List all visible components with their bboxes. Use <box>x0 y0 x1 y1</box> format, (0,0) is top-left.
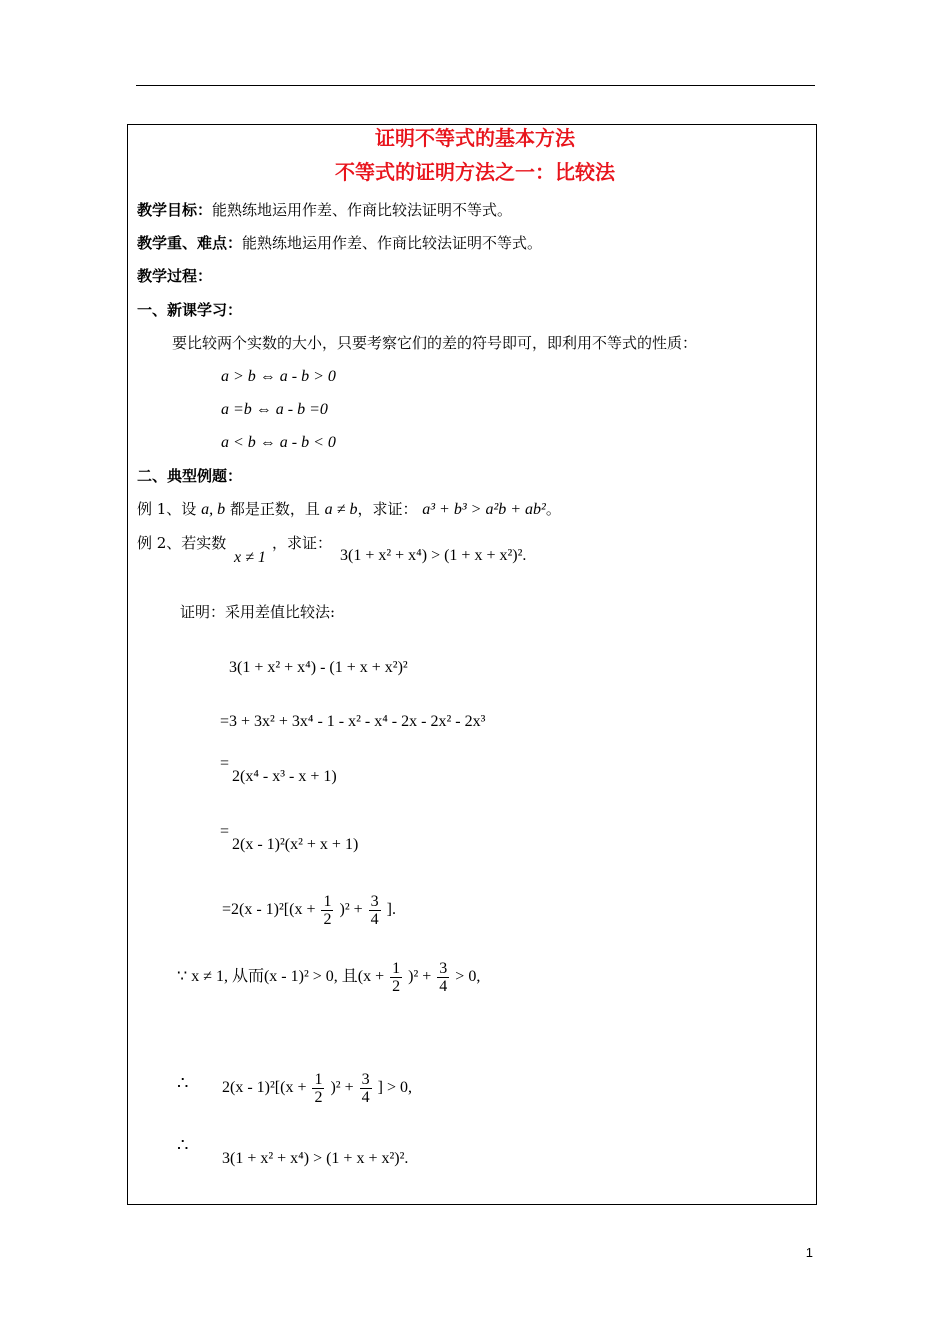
half-numerator: 1 <box>314 1071 323 1088</box>
fraction-three-quarters <box>437 960 449 995</box>
intro-text: 要比较两个实数的大小，只要考察它们的差的符号即可，即利用不等式的性质： <box>172 334 698 352</box>
therefore-line-2: 3(1 + x² + x⁴) > (1 + x + x²)². <box>222 1150 409 1167</box>
tq-numerator: 3 <box>370 893 379 910</box>
section2-heading: 二、典型例题： <box>137 467 243 485</box>
key-text: 能熟练地运用作差、作商比较法证明不等式。 <box>242 234 543 252</box>
therefore-symbol-1: ∴ <box>177 1073 189 1093</box>
fraction-one-half <box>390 960 402 995</box>
ex1-vars: a, b <box>201 501 226 518</box>
fraction-three-quarters <box>369 893 381 928</box>
step5-part-a: =2(x - 1)²[(x + <box>222 901 316 919</box>
ex1-end: 。 <box>545 500 561 518</box>
header-rule <box>136 85 815 86</box>
proof-step3: 2(x⁴ - x³ - x + 1) <box>232 768 337 785</box>
tq-denominator: 4 <box>370 911 379 928</box>
property-eq: a =b ⇔ a - b =0 <box>221 401 328 418</box>
because-line <box>177 960 480 995</box>
ex2-cond: x ≠ 1 <box>234 549 266 566</box>
tq-numerator: 3 <box>361 1071 370 1088</box>
because-part-a: x ≠ 1, 从而(x - 1)² > 0, 且(x + <box>191 968 385 986</box>
key-label: 教学重、难点： <box>137 234 243 252</box>
section1-heading: 一、新课学习： <box>137 301 243 319</box>
ex1-cond: a ≠ b <box>324 501 358 518</box>
half-denominator: 2 <box>314 1089 323 1106</box>
tq-denominator: 4 <box>439 978 448 995</box>
ex2-mid: ，求证： <box>272 534 333 552</box>
fraction-one-half <box>321 893 333 928</box>
therefore1-part-c: ] > 0, <box>377 1079 412 1097</box>
proof-step5 <box>222 893 396 928</box>
eq-sign-4: = <box>220 823 230 840</box>
goal-label: 教学目标： <box>137 201 213 219</box>
proof-step1: 3(1 + x² + x⁴) - (1 + x + x²)² <box>229 659 408 676</box>
half-numerator: 1 <box>323 893 332 910</box>
eq-sign-3: = <box>220 755 230 772</box>
because-part-c: > 0, <box>455 968 481 986</box>
title-sub: 不等式的证明方法之一：比较法 <box>335 160 615 184</box>
example1 <box>137 500 561 519</box>
proof-step2: =3 + 3x² + 3x⁴ - 1 - x² - x⁴ - 2x - 2x² - 2x³ <box>220 713 486 730</box>
tq-denominator: 4 <box>361 1089 370 1106</box>
ex2-claim: 3(1 + x² + x⁴) > (1 + x + x²)². <box>340 547 527 564</box>
proof-step4: 2(x - 1)²(x² + x + 1) <box>232 836 359 853</box>
half-denominator: 2 <box>392 978 401 995</box>
because-part-b: )² + <box>408 968 432 986</box>
ex1-claim: a³ + b³ > a²b + ab² <box>422 501 546 518</box>
ex1-mid2: ，求证： <box>357 500 418 518</box>
therefore1-part-b: )² + <box>330 1079 354 1097</box>
title-main: 证明不等式的基本方法 <box>375 126 575 150</box>
goal-line <box>137 201 512 219</box>
fraction-three-quarters <box>360 1071 372 1106</box>
page-number: 1 <box>805 1245 813 1260</box>
ex2-prefix: 例 2、若实数 <box>137 534 227 552</box>
tq-numerator: 3 <box>439 960 448 977</box>
therefore1-part-a: 2(x - 1)²[(x + <box>222 1079 307 1097</box>
process-label: 教学过程： <box>137 267 213 285</box>
goal-text: 能熟练地运用作差、作商比较法证明不等式。 <box>212 201 513 219</box>
property-gt: a > b ⇔ a - b > 0 <box>221 368 336 385</box>
therefore-symbol-2: ∴ <box>177 1135 189 1155</box>
step5-part-b: )² + <box>339 901 363 919</box>
fraction-one-half <box>312 1071 324 1106</box>
therefore-line-1 <box>222 1071 412 1106</box>
key-line <box>137 234 542 252</box>
half-denominator: 2 <box>323 911 332 928</box>
because-symbol: ∵ <box>177 968 188 986</box>
step5-part-c: ]. <box>386 901 396 919</box>
proof-intro: 证明：采用差值比较法: <box>180 603 336 621</box>
property-lt: a < b ⇔ a - b < 0 <box>221 434 336 451</box>
ex1-mid: 都是正数，且 <box>229 500 320 518</box>
ex1-prefix: 例 1、设 <box>137 500 197 518</box>
half-numerator: 1 <box>392 960 401 977</box>
